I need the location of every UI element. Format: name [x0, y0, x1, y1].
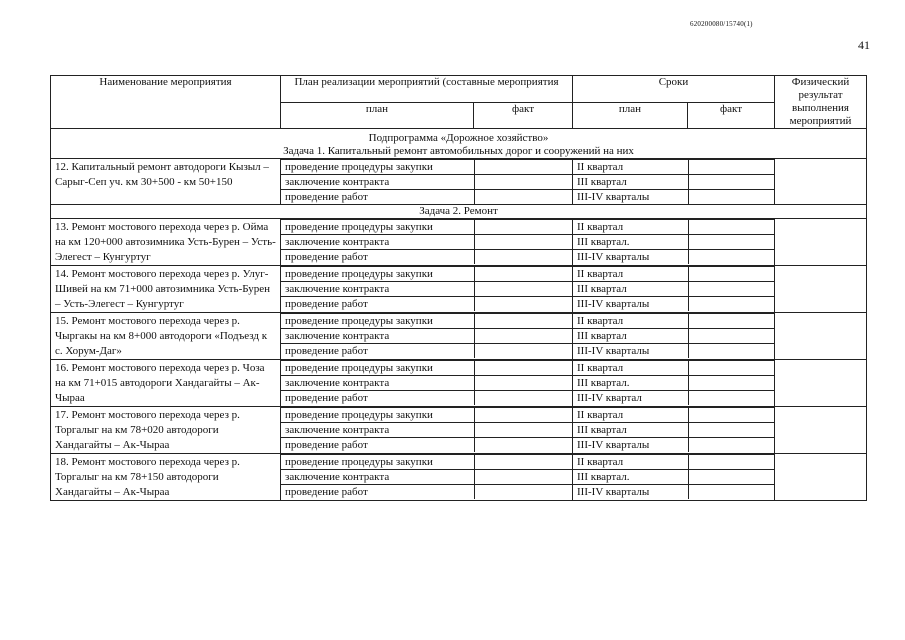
activity-name: 12. Капитальный ремонт автодороги Кызыл – Сарыг-Сеп уч. км 30+500 - км 50+150 — [51, 159, 281, 205]
activities-table — [50, 75, 867, 501]
table-row — [51, 360, 867, 407]
header-result: Физический результат выполнения мероприятий — [775, 76, 867, 129]
plan-step: проведение процедуры закупки — [281, 314, 474, 329]
plan-step: заключение контракта — [281, 235, 474, 250]
term-plan: II квартал — [573, 220, 688, 235]
plan-fact — [474, 235, 573, 250]
result-cell — [775, 266, 867, 313]
result-cell — [775, 313, 867, 360]
plan-step: заключение контракта — [281, 470, 474, 485]
plan-steps-cell — [281, 219, 573, 266]
terms-cell — [573, 219, 775, 266]
plan-fact — [474, 314, 573, 329]
term-fact — [688, 297, 775, 312]
term-fact — [688, 282, 775, 297]
plan-fact — [474, 344, 573, 359]
terms-cell — [573, 266, 775, 313]
term-fact — [688, 423, 775, 438]
plan-step: заключение контракта — [281, 329, 474, 344]
plan-fact — [474, 250, 573, 265]
plan-fact — [474, 391, 573, 406]
plan-fact — [474, 175, 573, 190]
task2-rows — [51, 219, 867, 501]
table-row — [51, 219, 867, 266]
term-plan: III-IV квартал — [573, 391, 688, 406]
plan-step: проведение работ — [281, 485, 474, 500]
term-fact — [688, 314, 775, 329]
plan-fact — [474, 470, 573, 485]
term-fact — [688, 455, 775, 470]
term-plan: III квартал — [573, 282, 688, 297]
term-plan: II квартал — [573, 267, 688, 282]
plan-step: заключение контракта — [281, 376, 474, 391]
plan-step: проведение процедуры закупки — [281, 267, 474, 282]
term-plan: III-IV кварталы — [573, 250, 688, 265]
activity-name: 18. Ремонт мостового перехода через р. Торгалыг на км 78+150 автодороги Хандагайты – Ак-Чыраа — [51, 454, 281, 501]
plan-fact — [474, 190, 573, 205]
plan-step: проведение процедуры закупки — [281, 455, 474, 470]
plan-steps-cell — [281, 454, 573, 501]
plan-fact — [474, 485, 573, 500]
term-plan: III квартал — [573, 329, 688, 344]
activity-name: 15. Ремонт мостового перехода через р. Чыргакы на км 8+000 автодороги «Подъезд к с. Хорум-Даг» — [51, 313, 281, 360]
term-plan: III квартал. — [573, 376, 688, 391]
term-fact — [688, 267, 775, 282]
term-plan: II квартал — [573, 314, 688, 329]
activity-name: 14. Ремонт мостового перехода через р. Улуг-Шивей на км 71+000 автозимника Усть-Бурен – Усть-Элегест – Кунгуртуг — [51, 266, 281, 313]
plan-step: проведение процедуры закупки — [281, 361, 474, 376]
plan-step: проведение процедуры закупки — [281, 160, 474, 175]
plan-fact — [474, 329, 573, 344]
task1-rows — [51, 159, 867, 205]
table-row — [51, 266, 867, 313]
plan-fact — [474, 282, 573, 297]
header-terms-fact: факт — [688, 102, 775, 129]
term-fact — [688, 470, 775, 485]
plan-fact — [474, 267, 573, 282]
plan-steps-cell — [281, 407, 573, 454]
term-plan: II квартал — [573, 160, 688, 175]
task1-title: Задача 1. Капитальный ремонт автомобильных дорог и сооружений на них — [283, 145, 634, 157]
subprogram-title: Подпрограмма «Дорожное хозяйство» — [368, 132, 549, 144]
term-plan: II квартал — [573, 408, 688, 423]
table-row — [51, 407, 867, 454]
plan-steps-cell — [281, 360, 573, 407]
term-fact — [688, 235, 775, 250]
term-fact — [688, 344, 775, 359]
plan-fact — [474, 455, 573, 470]
plan-step: проведение процедуры закупки — [281, 408, 474, 423]
section-heading — [51, 129, 867, 159]
term-plan: III-IV кварталы — [573, 485, 688, 500]
result-cell — [775, 219, 867, 266]
plan-step: проведение работ — [281, 297, 474, 312]
activity-name: 17. Ремонт мостового перехода через р. Торгалыг на км 78+020 автодороги Хандагайты – Ак-Чыраа — [51, 407, 281, 454]
term-fact — [688, 190, 775, 205]
plan-fact — [474, 220, 573, 235]
plan-step: проведение работ — [281, 438, 474, 453]
plan-step: проведение процедуры закупки — [281, 220, 474, 235]
plan-fact — [474, 408, 573, 423]
plan-fact — [474, 438, 573, 453]
plan-step: проведение работ — [281, 250, 474, 265]
task2-title: Задача 2. Ремонт — [51, 205, 867, 219]
result-cell — [775, 407, 867, 454]
plan-step: заключение контракта — [281, 423, 474, 438]
plan-step: заключение контракта — [281, 175, 474, 190]
activity-name: 16. Ремонт мостового перехода через р. Чоза на км 71+015 автодороги Хандагайты – Ак-Чыраа — [51, 360, 281, 407]
result-cell — [775, 159, 867, 205]
term-plan: III квартал. — [573, 235, 688, 250]
table-row — [51, 454, 867, 501]
table-row — [51, 313, 867, 360]
terms-cell — [573, 407, 775, 454]
term-plan: III-IV кварталы — [573, 190, 688, 205]
term-fact — [688, 391, 775, 406]
terms-cell — [573, 454, 775, 501]
term-plan: III квартал. — [573, 470, 688, 485]
activity-name: 13. Ремонт мостового перехода через р. Ойма на км 120+000 автозимника Усть-Бурен – Усть-Элегест – Кунгуртуг — [51, 219, 281, 266]
term-plan: III-IV кварталы — [573, 438, 688, 453]
header-plan-group: План реализации мероприятий (составные мероприятия — [281, 76, 573, 103]
term-fact — [688, 438, 775, 453]
term-fact — [688, 361, 775, 376]
document-id: 620200080/15740(1) — [690, 20, 753, 28]
plan-fact — [474, 423, 573, 438]
plan-fact — [474, 361, 573, 376]
term-plan: II квартал — [573, 361, 688, 376]
term-plan: II квартал — [573, 455, 688, 470]
term-fact — [688, 175, 775, 190]
plan-fact — [474, 297, 573, 312]
result-cell — [775, 454, 867, 501]
terms-cell — [573, 159, 775, 205]
header-terms: Сроки — [573, 76, 775, 103]
term-fact — [688, 160, 775, 175]
plan-fact — [474, 376, 573, 391]
header-name: Наименование мероприятия — [51, 76, 281, 129]
term-fact — [688, 220, 775, 235]
term-plan: III-IV кварталы — [573, 344, 688, 359]
term-fact — [688, 485, 775, 500]
term-fact — [688, 376, 775, 391]
page-number: 41 — [858, 38, 870, 52]
term-plan: III-IV кварталы — [573, 297, 688, 312]
header-terms-plan: план — [573, 102, 688, 129]
plan-steps-cell — [281, 159, 573, 205]
plan-steps-cell — [281, 266, 573, 313]
plan-steps-cell — [281, 313, 573, 360]
terms-cell — [573, 313, 775, 360]
plan-step: проведение работ — [281, 190, 474, 205]
term-plan: III квартал — [573, 423, 688, 438]
term-fact — [688, 329, 775, 344]
plan-step: заключение контракта — [281, 282, 474, 297]
term-plan: III квартал — [573, 175, 688, 190]
table-row — [51, 159, 867, 205]
header-plan: план — [281, 102, 474, 129]
term-fact — [688, 408, 775, 423]
plan-step: проведение работ — [281, 344, 474, 359]
terms-cell — [573, 360, 775, 407]
plan-step: проведение работ — [281, 391, 474, 406]
plan-fact — [474, 160, 573, 175]
header-fact: факт — [474, 102, 573, 129]
result-cell — [775, 360, 867, 407]
term-fact — [688, 250, 775, 265]
